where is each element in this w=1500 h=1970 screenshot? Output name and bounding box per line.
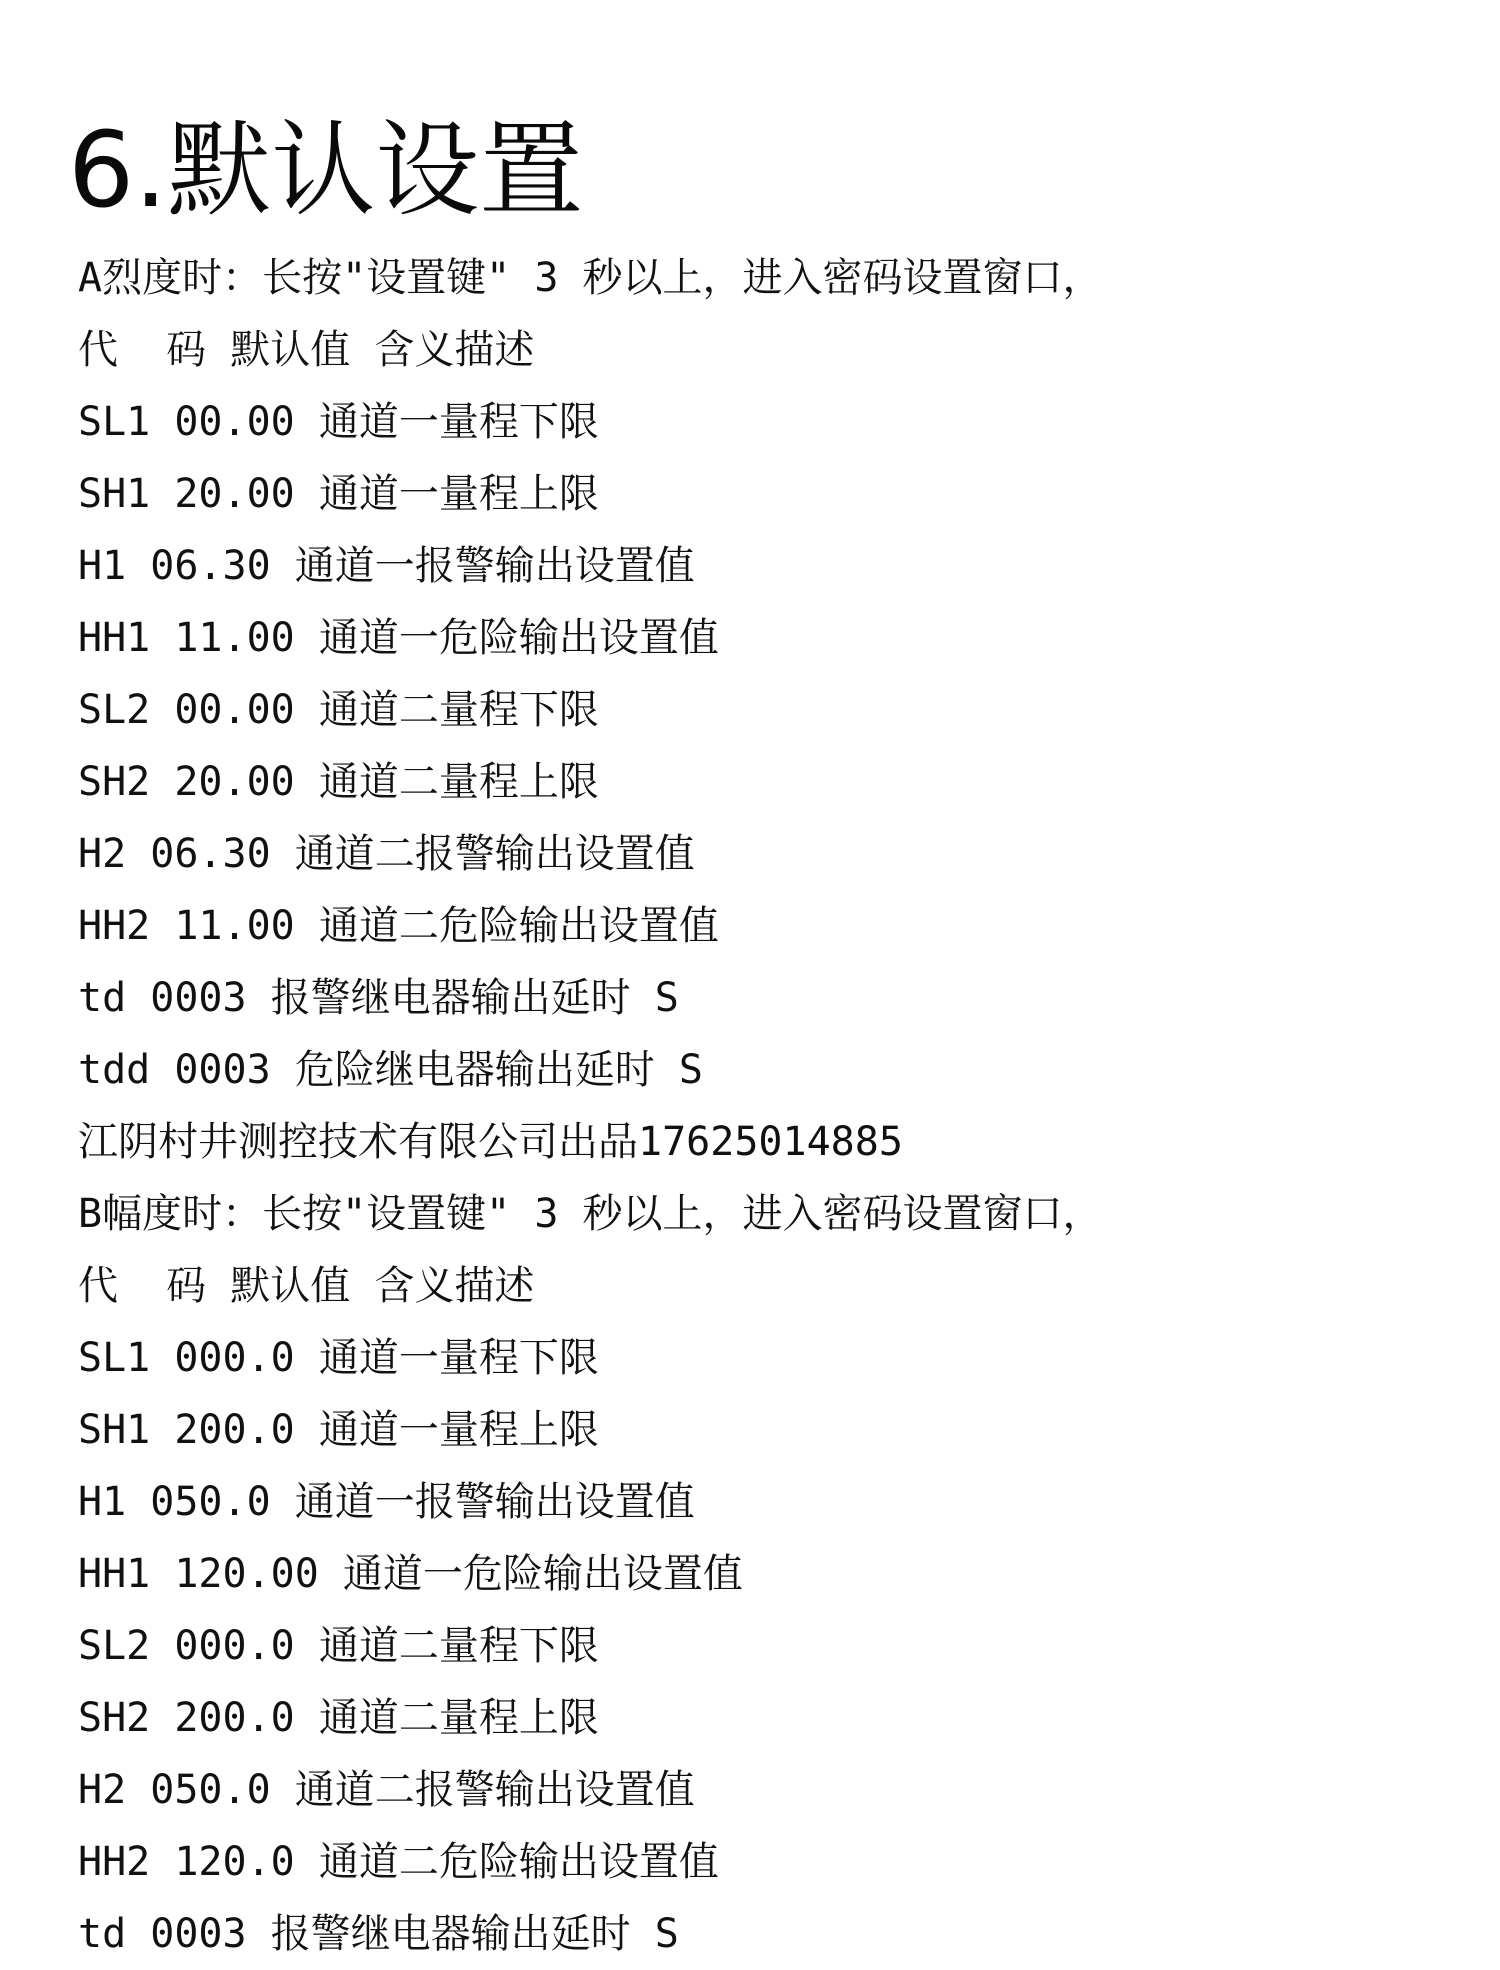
settings-text-block	[78, 242, 1103, 1970]
setting-line: HH1 120.00 通道一危险输出设置值	[78, 1551, 743, 1597]
setting-line: HH1 11.00 通道一危险输出设置值	[78, 615, 719, 661]
setting-line: tdd 0003 危险继电器输出延时 S	[78, 1047, 703, 1093]
setting-line: SH2 20.00 通道二量程上限	[78, 759, 599, 805]
setting-line: SL2 000.0 通道二量程下限	[78, 1623, 599, 1669]
setting-line: HH2 120.0 通道二危险输出设置值	[78, 1839, 719, 1885]
setting-line: SL1 000.0 通道一量程下限	[78, 1335, 599, 1381]
intro-line-b: B幅度时：长按"设置键" 3 秒以上，进入密码设置窗口，	[78, 1191, 1103, 1237]
setting-line: SL2 00.00 通道二量程下限	[78, 687, 599, 733]
setting-line: SH1 20.00 通道一量程上限	[78, 471, 599, 517]
setting-line: H1 06.30 通道一报警输出设置值	[78, 543, 695, 589]
setting-line: H1 050.0 通道一报警输出设置值	[78, 1479, 695, 1525]
page-title: 6.默认设置	[68, 109, 584, 231]
setting-line: SH2 200.0 通道二量程上限	[78, 1695, 599, 1741]
intro-line-a: A烈度时：长按"设置键" 3 秒以上，进入密码设置窗口，	[78, 255, 1103, 301]
setting-line: SH1 200.0 通道一量程上限	[78, 1407, 599, 1453]
setting-line: H2 050.0 通道二报警输出设置值	[78, 1767, 695, 1813]
setting-line: HH2 11.00 通道二危险输出设置值	[78, 903, 719, 949]
setting-line: td 0003 报警继电器输出延时 S	[78, 975, 679, 1021]
setting-line: td 0003 报警继电器输出延时 S	[78, 1911, 679, 1957]
setting-line: H2 06.30 通道二报警输出设置值	[78, 831, 695, 877]
company-line: 江阴村井测控技术有限公司出品17625014885	[78, 1119, 903, 1165]
setting-line: SL1 00.00 通道一量程下限	[78, 399, 599, 445]
table-header-b: 代 码 默认值 含义描述	[78, 1263, 535, 1309]
table-header-a: 代 码 默认值 含义描述	[78, 327, 535, 373]
